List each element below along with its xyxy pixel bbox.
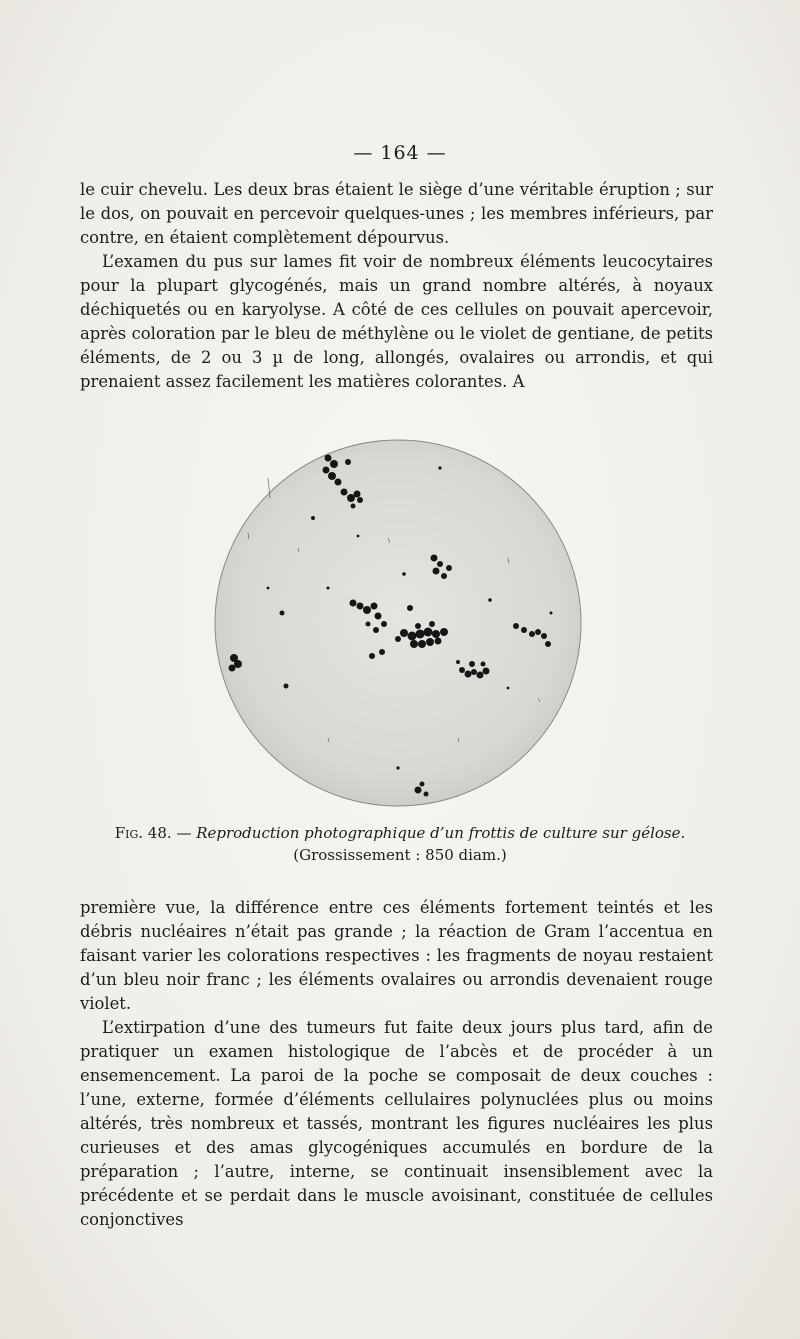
paragraph: le cuir chevelu. Les deux bras étaient le siège d’une véritable éruption ; sur le dos, on pouvait en percevoir quelques-unes ; les membres inférieurs, par contre, en étaient complètement dépourvus. xyxy=(80,180,713,247)
micrograph-image xyxy=(208,438,588,808)
figure-title: — Reproduction photographique d’un frottis de culture sur gélose. xyxy=(176,824,686,842)
text-block-bottom xyxy=(80,896,713,1232)
caption-line xyxy=(60,822,740,844)
page-number: — 164 — xyxy=(353,142,447,164)
figure-magnification: (Grossissement : 850 diam.) xyxy=(293,846,507,864)
figure-caption xyxy=(60,822,740,866)
paragraph: L’extirpation d’une des tumeurs fut faite deux jours plus tard, afin de pratiquer un examen histologique de l’abcès et de procéder à un ensemencement. La paroi de la poche se composait de deux couches : l’une, externe, formée d’éléments cellulaires polynuclées plus ou moins altérés, très nombreux et tassés, montrant les figures nucléaires les plus curieuses et des amas glycogéniques accumulés en bordure de la préparation ; l’autre, interne, se continuait insensiblement avec la précédente et se perdait dans le muscle avoisinant, constituée de cellules conjonctives xyxy=(80,1018,713,1229)
paragraph: première vue, la différence entre ces éléments fortement teintés et les débris nucléaires n’était pas grande ; la réaction de Gram l’accentua en faisant varier les colorations respectives : les fragments de noyau restaient d’un bleu noir franc ; les éléments ovalaires ou arrondis devenaient rouge violet. xyxy=(80,898,713,1013)
paragraph: L’examen du pus sur lames fit voir de nombreux éléments leucocytaires pour la plupart glycogénés, mais un grand nombre altérés, à noyaux déchiquetés ou en karyolyse. A côté de ces cellules on pouvait apercevoir, après coloration par le bleu de méthylène ou le violet de gentiane, de petits éléments, de 2 ou 3 µ de long, allongés, ovalaires ou arrondis, et qui prenaient assez facilement les matières colorantes. A xyxy=(80,252,713,391)
text-block-top xyxy=(80,178,713,394)
micrograph-figure xyxy=(208,438,588,808)
figure-label: Fig. 48. xyxy=(114,824,172,842)
